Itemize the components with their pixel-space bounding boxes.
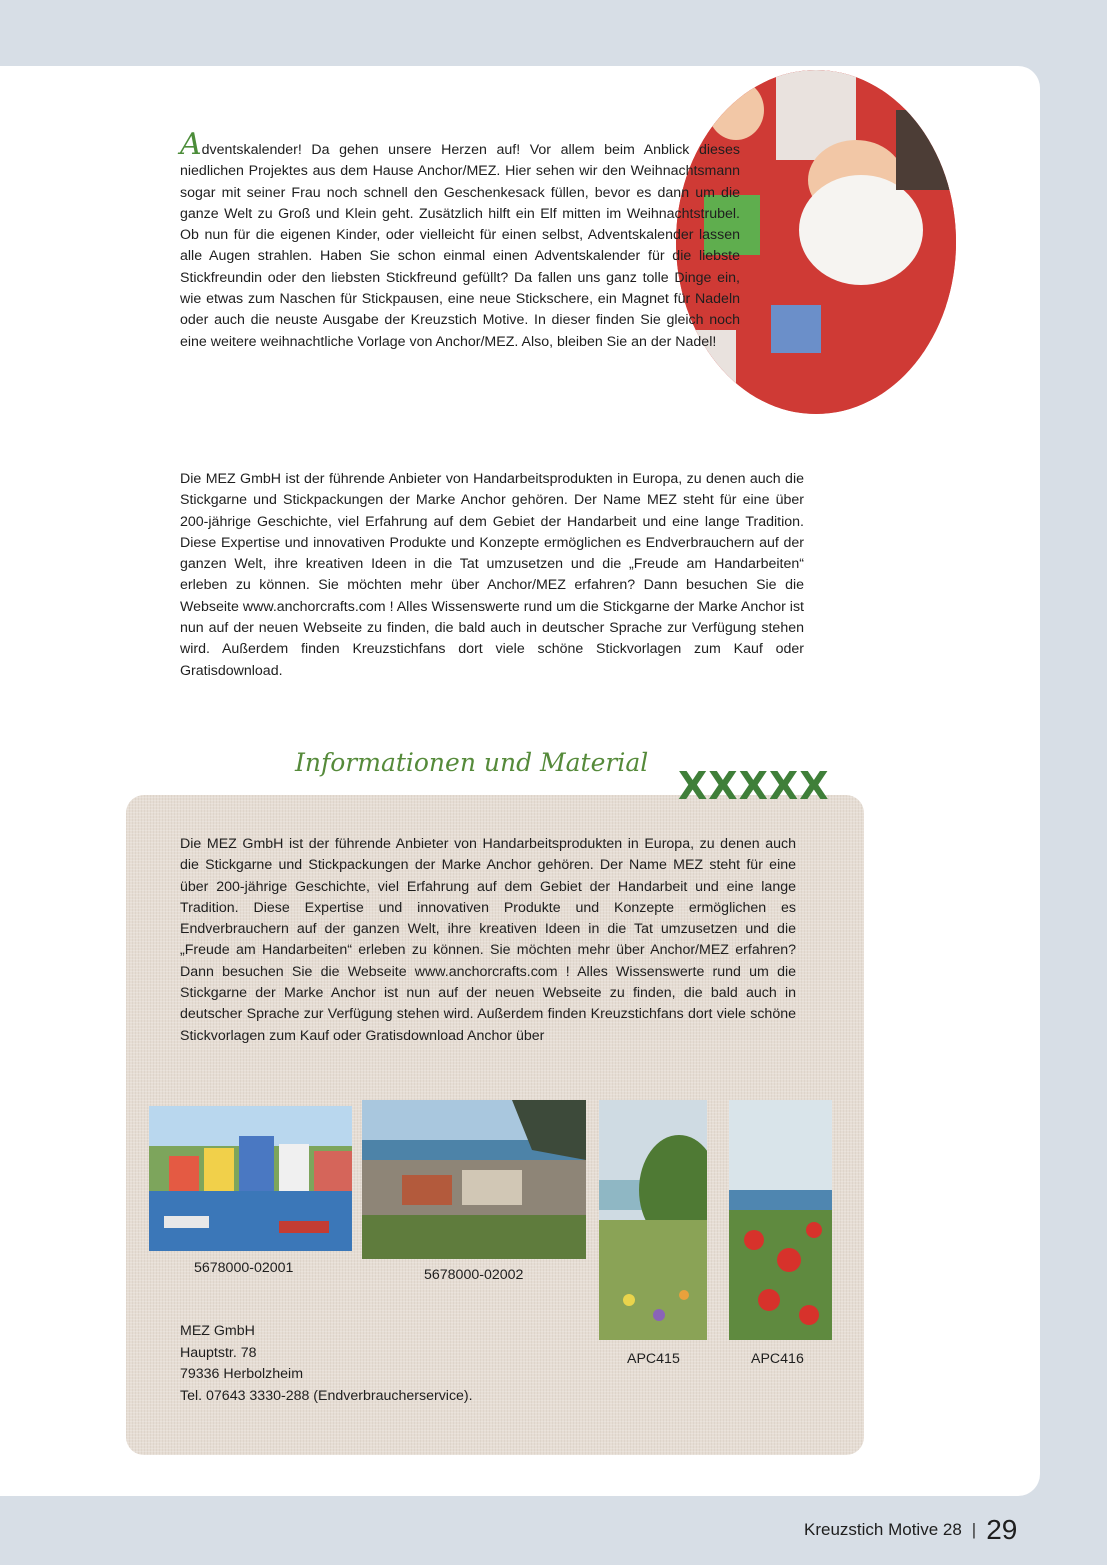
footer-separator: |	[971, 1520, 977, 1539]
address-company: MEZ GmbH	[180, 1323, 255, 1339]
intro-paragraph	[180, 127, 740, 353]
page-number: 29	[986, 1514, 1018, 1545]
info-paragraph: Die MEZ GmbH ist der führende Anbieter von Handarbeitsprodukten in Europa, zu denen auch die Stickgarne und Stickpackungen der Marke Anchor gehören. Der Name MEZ steht für eine über 200-jährige Geschichte, viel Erfahrung auf dem Gebiet der Handarbeit und eine lange Tradition. Diese Expertise und innovativen Produkte und Konzepte ermöglichen es Endverbrauchern auf der ganzen Welt, ihre kreativen Ideen in die Tat umzusetzen und die „Freude am Handarbeiten“ erleben zu können. Sie möchten mehr über Anchor/MEZ erfahren? Dann besuchen Sie die Webseite www.anchorcrafts.com ! Alles Wissenswerte rund um die Stickgarne der Marke Anchor ist nun auf der neuen Webseite zu finden, die bald auch in deutscher Sprache zur Verfügung stehen wird. Außerdem finden Kreuzstichfans dort viele schöne Stickvorlagen zum Kauf oder Gratisdownload Anchor über	[180, 836, 796, 1044]
product-image-poppies	[729, 1100, 832, 1340]
cross-stitch-mark: XXXXX	[678, 764, 830, 808]
page-footer	[804, 1514, 1017, 1546]
address-phone: Tel. 07643 3330-288 (Endverbraucherservice).	[180, 1387, 473, 1404]
address-city: 79336 Herbolzheim	[180, 1366, 304, 1382]
intro-text: dventskalender! Da gehen unsere Herzen auf! Vor allem beim Anblick dieses niedlichen Projektes aus dem Hause Anchor/MEZ. Hier sehen wir den Weihnachtsmann sogar mit seiner Frau noch schnell den Geschenkesack füllen, bevor es dann um die ganze Welt zu Groß und Klein geht. Zusätzlich hilft ein Elf mitten im Weihnachtstrubel. Ob nun für die eigenen Kinder, oder vielleicht für einen selbst, Adventskalender lassen alle Augen strahlen. Haben Sie schon einmal einen Adventskalender für die liebste Stickfreundin oder den liebsten Stickfreund gefüllt? Da fallen uns ganz tolle Dinge ein, wie etwas zum Naschen für Stickpausen, eine neue Stickschere, ein Magnet für Nadeln oder auch die neuste Ausgabe der Kreuzstich Motive. In dieser finden Sie gleich noch eine weitere weihnachtliche Vorlage von Anchor/MEZ. Also, bleiben Sie an der Nadel!	[180, 142, 740, 350]
address-block	[180, 1321, 473, 1407]
info-heading: Informationen und Material	[295, 748, 649, 777]
product-code-2: 5678000-02002	[424, 1267, 524, 1283]
product-image-harbour	[149, 1106, 352, 1251]
product-code-1: 5678000-02001	[194, 1260, 294, 1276]
drop-cap: A	[180, 127, 202, 162]
address-street: Hauptstr. 78	[180, 1344, 257, 1361]
about-paragraph: Die MEZ GmbH ist der führende Anbieter von Handarbeitsprodukten in Europa, zu denen auch die Stickgarne und Stickpackungen der Marke Anchor gehören. Der Name MEZ steht für eine über 200-jährige Geschichte, viel Erfahrung auf dem Gebiet der Handarbeit und eine lange Tradition. Diese Expertise und innovativen Produkte und Konzepte ermöglichen es Endverbrauchern auf der ganzen Welt, ihre kreativen Ideen in die Tat umzusetzen und die „Freude am Handarbeiten“ erleben zu können. Sie möchten mehr über Anchor/MEZ erfahren? Dann besuchen Sie die Webseite www.anchorcrafts.com ! Alles Wissenswerte rund um die Stickgarne der Marke Anchor ist nun auf der neuen Webseite zu finden, die bald auch in deutscher Sprache zur Verfügung stehen wird. Außerdem finden Kreuzstichfans dort viele schöne Stickvorlagen zum Kauf oder Gratisdownload.	[180, 471, 804, 679]
product-image-coastal-village	[362, 1100, 586, 1259]
product-code-4: APC416	[751, 1351, 804, 1367]
product-image-meadow	[599, 1100, 707, 1340]
product-code-3: APC415	[627, 1351, 680, 1367]
magazine-title: Kreuzstich Motive 28	[804, 1520, 962, 1539]
